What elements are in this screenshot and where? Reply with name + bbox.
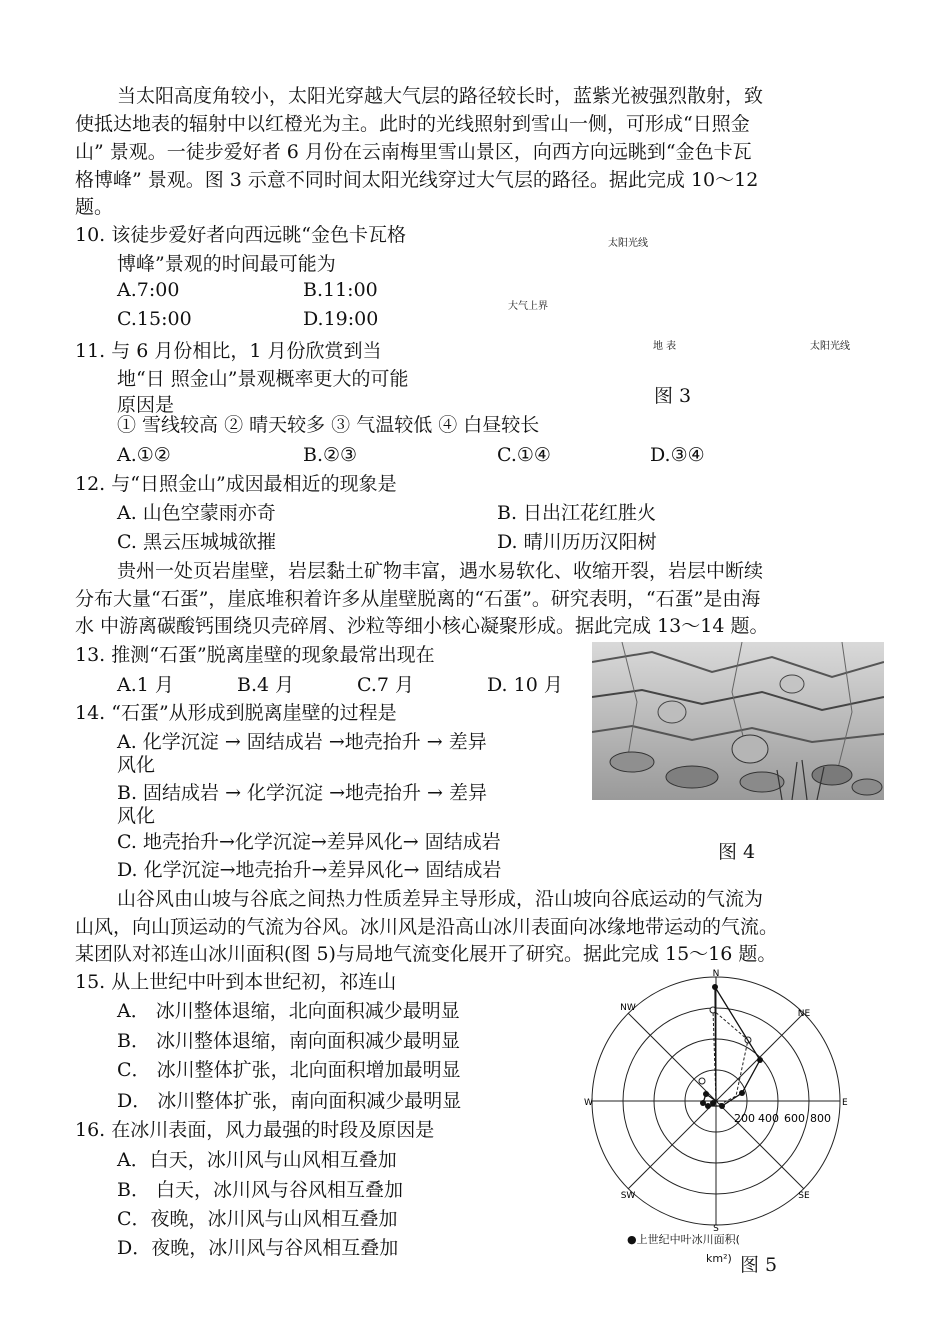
q14-stem: 14. “石蛋”从形成到脱离崖壁的过程是 xyxy=(75,702,397,724)
q11-stem-cont: 地“日 照金山”景观概率更大的可能 xyxy=(117,368,409,390)
intro3-line2: 山风，向山顶运动的气流为谷风。冰川风是沿高山冰川表面向冰缘地带运动的气流。 xyxy=(75,916,779,938)
q10-option-c: C.15:00 xyxy=(117,308,192,330)
cliff-photo-illustration xyxy=(592,642,884,800)
q13-option-d: D. 10 月 xyxy=(487,674,563,696)
fig3-atmosphere-label: 大气上界 xyxy=(508,301,548,312)
compass-nw: NW xyxy=(620,1003,636,1013)
q14-option-b-cont: 风化 xyxy=(117,805,156,827)
compass-se: SE xyxy=(798,1191,810,1201)
intro2-line2: 分布大量“石蛋”，崖底堆积着许多从崖壁脱离的“石蛋”。研究表明，“石蛋”是由海 xyxy=(75,588,761,610)
fig4-photo xyxy=(592,642,884,800)
q15-option-a: A． 冰川整体退缩，北向面积减少最明显 xyxy=(117,1000,460,1022)
q16-option-b: B． 白天，冰川风与谷风相互叠加 xyxy=(117,1179,404,1201)
q12-option-a: A. 山色空蒙雨亦奇 xyxy=(117,502,276,524)
scale-800: 800 xyxy=(810,1112,831,1125)
q15-option-c: C． 冰川整体扩张，北向面积增加最明显 xyxy=(117,1059,461,1081)
fig5-caption: 图 5 xyxy=(740,1254,778,1276)
q10-option-b: B.11:00 xyxy=(303,279,378,301)
q13-option-b: B.4 月 xyxy=(237,674,295,696)
q11-option-b: B.②③ xyxy=(303,444,358,466)
q12-option-d: D. 晴川历历汉阳树 xyxy=(497,531,657,553)
q16-stem: 16. 在冰川表面，风力最强的时段及原因是 xyxy=(75,1119,435,1141)
compass-ne: NE xyxy=(797,1009,811,1019)
q16-option-d: D．夜晚，冰川风与谷风相互叠加 xyxy=(117,1237,399,1259)
q13-option-a: A.1 月 xyxy=(117,674,174,696)
q15-option-b: B． 冰川整体退缩，南向面积减少最明显 xyxy=(117,1030,461,1052)
compass-w: W xyxy=(584,1098,593,1108)
q11-option-a: A.①② xyxy=(117,444,171,466)
q10-stem-cont: 博峰”景观的时间最可能为 xyxy=(117,253,336,275)
intro2-line1: 贵州一处页岩崖壁，岩层黏土矿物丰富，遇水易软化、收缩开裂，岩层中断续 xyxy=(117,560,764,582)
q14-option-b: B. 固结成岩 → 化学沉淀 →地壳抬升 → 差异 xyxy=(117,782,487,804)
q13-stem: 13. 推测“石蛋”脱离崖壁的现象最常出现在 xyxy=(75,644,435,666)
fig3-ground-label: 地 表 xyxy=(653,341,677,352)
fig5-polar-diagram xyxy=(582,966,852,1231)
fig4-caption: 图 4 xyxy=(718,841,756,863)
intro3-line3: 某团队对祁连山冰川面积(图 5)与局地气流变化展开了研究。据此完成 15～16 题。 xyxy=(75,943,777,965)
fig3-caption: 图 3 xyxy=(654,385,692,407)
fig3-sunlight-label-top: 太阳光线 xyxy=(608,238,648,249)
q10-option-d: D.19:00 xyxy=(303,308,379,330)
scale-200: 200 xyxy=(734,1112,755,1125)
q15-option-d: D． 冰川整体扩张，南向面积减少最明显 xyxy=(117,1090,462,1112)
q12-option-b: B. 日出江花红胜火 xyxy=(497,502,657,524)
compass-s: S xyxy=(713,1224,719,1231)
q16-option-c: C．夜晚，冰川风与山风相互叠加 xyxy=(117,1208,398,1230)
q11-stem: 11. 与 6 月份相比，1 月份欣赏到当 xyxy=(75,340,382,362)
q11-stem-cont2: 原因是 xyxy=(117,394,175,416)
intro1-line5: 题。 xyxy=(75,196,114,218)
intro1-line1: 当太阳高度角较小，太阳光穿越大气层的路径较长时，蓝紫光被强烈散射，致 xyxy=(117,85,764,107)
scale-600: 600 xyxy=(784,1112,805,1125)
q10-option-a: A.7:00 xyxy=(117,279,180,301)
q12-stem: 12. 与“日照金山”成因最相近的现象是 xyxy=(75,473,397,495)
scale-400: 400 xyxy=(758,1112,779,1125)
glacier-area-rose xyxy=(582,966,852,1231)
q14-option-c: C. 地壳抬升→化学沉淀→差异风化→ 固结成岩 xyxy=(117,831,501,853)
q16-option-a: A．白天，冰川风与山风相互叠加 xyxy=(117,1149,397,1171)
fig5-legend: ●上世纪中叶冰川面积( xyxy=(627,1233,740,1246)
fig5-legend-unit: km²) xyxy=(706,1252,732,1265)
q14-option-d: D. 化学沉淀→地壳抬升→差异风化→ 固结成岩 xyxy=(117,859,502,881)
compass-n: N xyxy=(712,969,720,979)
q14-option-a-cont: 风化 xyxy=(117,754,156,776)
q11-option-d: D.③④ xyxy=(650,444,705,466)
q10-stem: 10. 该徒步爱好者向西远眺“金色卡瓦格 xyxy=(75,224,406,246)
q11-items: ① 雪线较高 ② 晴天较多 ③ 气温较低 ④ 白昼较长 xyxy=(117,414,540,436)
q14-option-a: A. 化学沉淀 → 固结成岩 →地壳抬升 → 差异 xyxy=(117,731,487,753)
q13-option-c: C.7 月 xyxy=(357,674,415,696)
intro3-line1: 山谷风由山坡与谷底之间热力性质差异主导形成，沿山坡向谷底运动的气流为 xyxy=(117,888,764,910)
q12-option-c: C. 黑云压城城欲摧 xyxy=(117,531,276,553)
intro1-line3: 山” 景观。一徒步爱好者 6 月份在云南梅里雪山景区，向西方向远眺到“金色卡瓦 xyxy=(75,141,752,163)
q15-stem: 15. 从上世纪中叶到本世纪初，祁连山 xyxy=(75,971,397,993)
intro1-line4: 格博峰” 景观。图 3 示意不同时间太阳光线穿过大气层的路径。据此完成 10～12 xyxy=(75,169,759,191)
q11-option-c: C.①④ xyxy=(497,444,551,466)
intro2-line3: 水 中游离碳酸钙围绕贝壳碎屑、沙粒等细小核心凝聚形成。据此完成 13～14 题。 xyxy=(75,615,769,637)
compass-sw: SW xyxy=(620,1191,636,1201)
fig3-sunlight-label-right: 太阳光线 xyxy=(810,341,850,352)
compass-e: E xyxy=(842,1098,848,1108)
intro1-line2: 使抵达地表的辐射中以红橙光为主。此时的光线照射到雪山一侧，可形成“日照金 xyxy=(75,113,750,135)
